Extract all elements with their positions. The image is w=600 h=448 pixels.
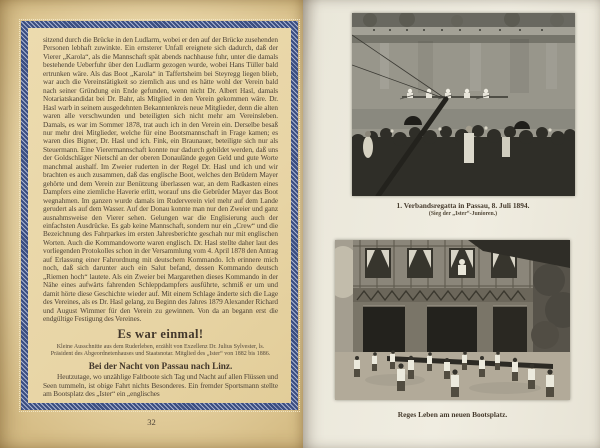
photo-boathouse — [335, 240, 570, 400]
photo-boathouse-illustration — [335, 240, 570, 400]
regatta-subcaption: (Sieg der „Ister“-Junioren.) — [428, 211, 498, 217]
boathouse-building — [353, 240, 535, 352]
chapter-subtitle: Bei der Nacht von Passau nach Linz. — [88, 361, 233, 372]
dark-trees — [531, 254, 570, 360]
decorative-border-frame — [21, 21, 298, 410]
right-page — [303, 0, 600, 448]
page-number: 32 — [147, 417, 156, 427]
story-byline: Kleine Ausschnitte aus dem Ruderleben, erzählt von Exzellenz Dr. Julius Sylvester, ls. Präsident des Abgeordnetenhauses und Staatsnotar. Mitglied des „Ister“ von 1882 bis 1886. — [50, 344, 271, 358]
carved-frieze — [353, 288, 535, 302]
far-shore — [352, 13, 575, 43]
story-title: Es war einmal! — [117, 327, 204, 342]
body-paragraph-2: Heutzutage, wo unzählige Faltboote sich Tag und Nacht auf allen Flüssen und Seen tummeln, ist obige Fahrt nichts Besonderes. Ein fremder Sportsmann stellte am Bootsplatz des „Ister“ ein „englisches — [43, 372, 278, 399]
body-paragraph-1: sitzend durch die Brücke in den Ludlarm, wobei er den auf der Brücke zusehenden Personen lebhaft zuwinkte. Ein ernsterer Unfall ereignete sich dadurch, daß der Vierer „Karola“, als die Mannschaft spät abends nachhause fuhr, unter die damals bestehende Ueberfuhr über den Ludlarm gezogen wurde, wobei Hans Tüller bald ertrunken wäre. Als das Boot „Karola“ in Taffertsheim bei Steyregg liegen blieb, war auch die Vereinstätigkeit so ziemlich aus und es hätte wohl der Verein bald nach seiner Gründung ein Ende gefunden, wenn nicht Dr. Albert Hasl, damals Notariatskandidat bei Dr. Bahr, als Mitglied in den Verein gekommen wäre. Dr. Hasl warb in seinem ausgedehnten Bekanntenkreis neue Mitglieder, denn die alten waren alle verschwunden und beteiligten sich nicht mehr am Vereinsleben. Damals, es war im Sommer 1878, trat auch ich in den Verein ein. Derselbe besaß nur mehr drei Mitglieder, welche für eine Bootsmannschaft in Frage kamen; es waren dies Bigner, Dr. Hasl und ich. Fink, ein Braunauer, beteiligte sich nur als Steuermann. Eine Vierermannschaft konnte nur dadurch gebildet werden, daß uns der Goldschläger Nietschl an der oberen Donaulände gegen Geld und gute Worte manchmal aushalf. Im Zweier ruderten in der Regel Dr. Hasl und ich und wir brachten es auch zusammen, daß das englische Boot, welches den Brüdern Mayer gehörte und dem Verein zur Benützung überlassen war, an dem Radkasten eines Dampfers eine ziemliche Haverie erlitt, worauf uns die Gebrüder Mayer das Boot wegnahmen. Im ganzen wurde damals im Ruderverein viel mehr auf dem Lande gerudert als auf dem Wasser. Auf der Donau konnte man nur den Zweier und ganz ausnahmsweise den Vierer sehen. Gelungen war die Englisierung auch der einfachsten Ausdrücke. Es gab keine Mannschaft, sondern nur ein „Crew“ und die Bezeichnung des Fahrparkes im ersten Jahresberichte geschah nur mit englischen Worten. Auch die Kommandoworte waren englisch. Dr. Hasl stellte daher laut des vorliegenden Protokolles schon in der Versammlung vom 4. April 1878 den Antrag auf Erlassung einer Fahrordnung mit deutschem Kommando. Ich erinnere mich noch, daß sich darunter auch ein Salut befand, dessen Kommando deutsch „Riemen hoch“ lautete. Als ein Zweier bei Margarethen dieses Kommando in der Nähe eines aufwärts fahrenden Schleppdampfers ausführte, schmiß er um und damit hörte diese Geschichte wieder auf. Mit einem Schlage änderte sich die Lage des Vereines, als es Dr. Hasl gelang, zu Beginn des Jahres 1879 Alexander Richard und August Wimmer für den Verein zu gewinnen. Von da an begann erst die endgültige Festigung des Vereines. — [43, 35, 278, 323]
regatta-caption: 1. Verbandsregatta in Passau, 8. Juli 1894. — [396, 201, 530, 210]
boathouse-caption: Reges Leben am neuen Bootsplatz. — [397, 410, 508, 419]
text-block-area — [28, 28, 291, 403]
photo-regatta-illustration — [352, 13, 575, 196]
photo-regatta — [352, 13, 575, 196]
boat-hall-doors — [353, 302, 535, 352]
